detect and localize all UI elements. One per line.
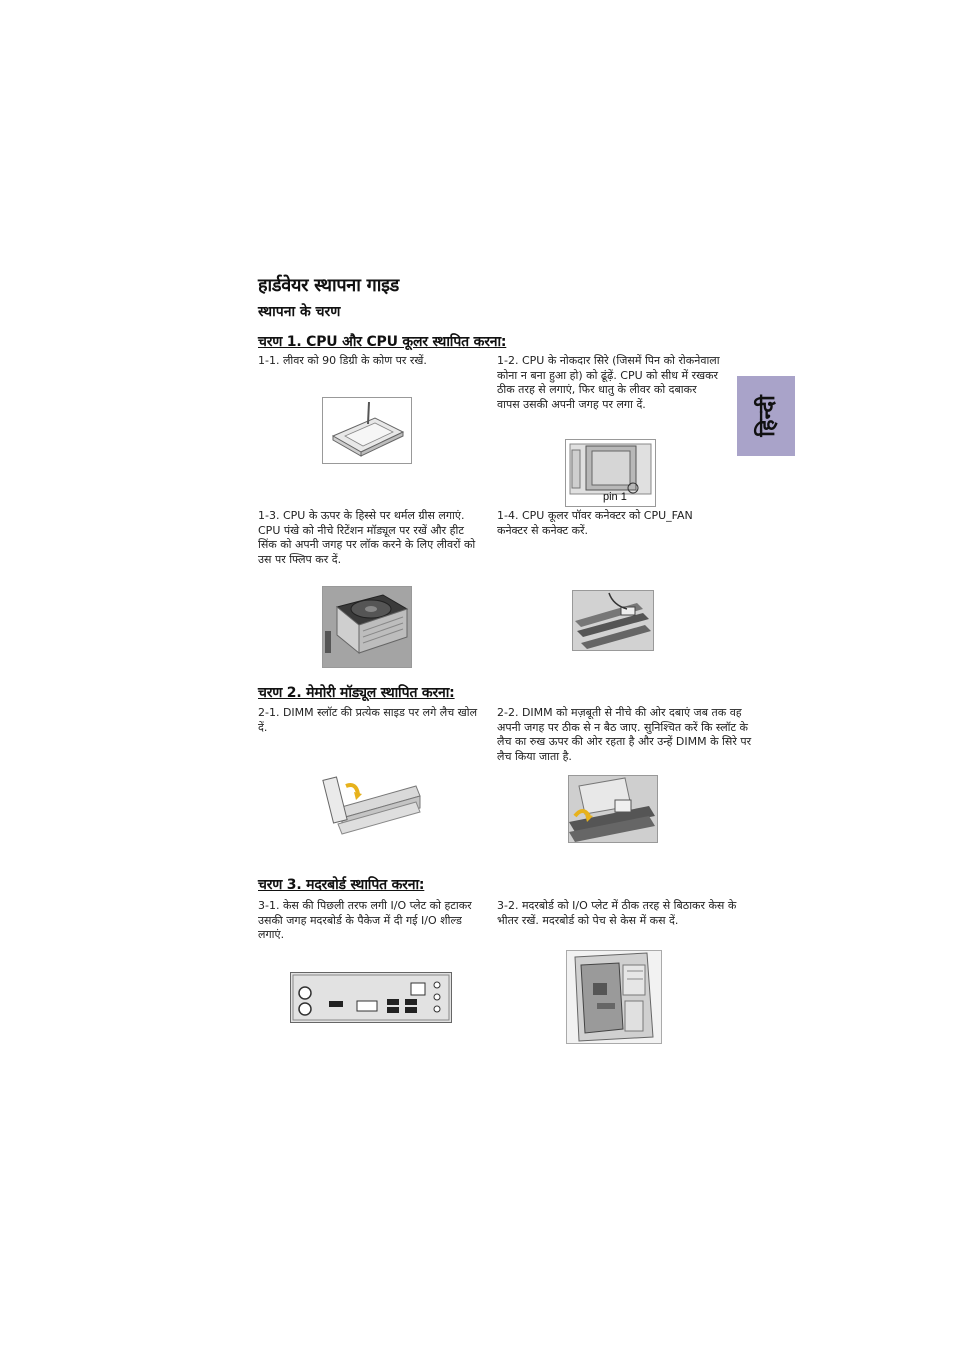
io-shield-figure: [290, 972, 452, 1023]
page-title: हार्डवेयर स्थापना गाइड: [258, 275, 399, 296]
step1-heading: चरण 1. CPU और CPU कूलर स्थापित करना:: [258, 334, 507, 350]
step1-3-text: 1-3. CPU के ऊपर के हिस्से पर थर्मल ग्रीस लगाएं. CPU पंखे को नीचे रिटेंशन मॉड्यूल पर रखें और हीट सिंक को अपनी जगह पर लॉक करने के लिए लीवरों को उस पर फ्लिप कर दें.: [258, 509, 476, 566]
step1-4-text: 1-4. CPU कूलर पॉवर कनेक्टर को CPU_FAN कनेक्टर से कनेक्ट करें.: [497, 509, 693, 537]
language-side-tab: [737, 376, 795, 456]
step3-2-text: 3-2. मदरबोर्ड को I/O प्लेट में ठीक तरह से बिठाकर केस के भीतर रखें. मदरबोर्ड को पेच से केस में कस दें.: [497, 899, 737, 927]
step2-1-text: 2-1. DIMM स्लॉट की प्रत्येक साइड पर लगे लैच खोल दें.: [258, 706, 478, 734]
step3-heading: चरण 3. मदरबोर्ड स्थापित करना:: [258, 877, 425, 893]
cpu-cooler-figure: [322, 586, 412, 668]
cpu-alignment-figure: [565, 439, 656, 507]
step2-2-text: 2-2. DIMM को मज़बूती से नीचे की ओर दबाएं जब तक वह अपनी जगह पर ठीक से न बैठ जाए. सुनिश्चित करें कि स्लॉट के लैच का रुख ऊपर की ओर रहता है और उन्हें DIMM के सिरे पर लैच किया जाता है.: [497, 706, 752, 763]
step3-1-text: 3-1. केस की पिछली तरफ लगी I/O प्लेट को हटाकर उसकी जगह मदरबोर्ड के पैकेज में दी गई I/O शील्ड लगाएं.: [258, 899, 472, 942]
pin1-label: pin 1: [603, 491, 627, 503]
step2-heading: चरण 2. मेमोरी मॉड्यूल स्थापित करना:: [258, 685, 455, 701]
cpu-socket-lever-figure: [322, 397, 412, 464]
dimm-press-figure: [568, 775, 658, 843]
cpu-fan-connector-figure: [572, 590, 654, 651]
page-subtitle: स्थापना के चरण: [258, 304, 341, 320]
case-motherboard-figure: [566, 950, 662, 1044]
step1-2-text: 1-2. CPU के नोकदार सिरे (जिसमें पिन को रोकनेवाला कोना न बना हुआ हो) को ढूंढ़ें. CPU को सीध में रखकर ठीक तरह से लगाएं, फिर धातु के लीवर को दबाकर वापस उसकी अपनी जगह पर लगा दें.: [497, 354, 720, 411]
dimm-latch-open-figure: [320, 768, 423, 843]
language-tab-label: हिन्दी: [755, 395, 780, 437]
step1-1-text: 1-1. लीवर को 90 डिग्री के कोण पर रखें.: [258, 354, 427, 367]
